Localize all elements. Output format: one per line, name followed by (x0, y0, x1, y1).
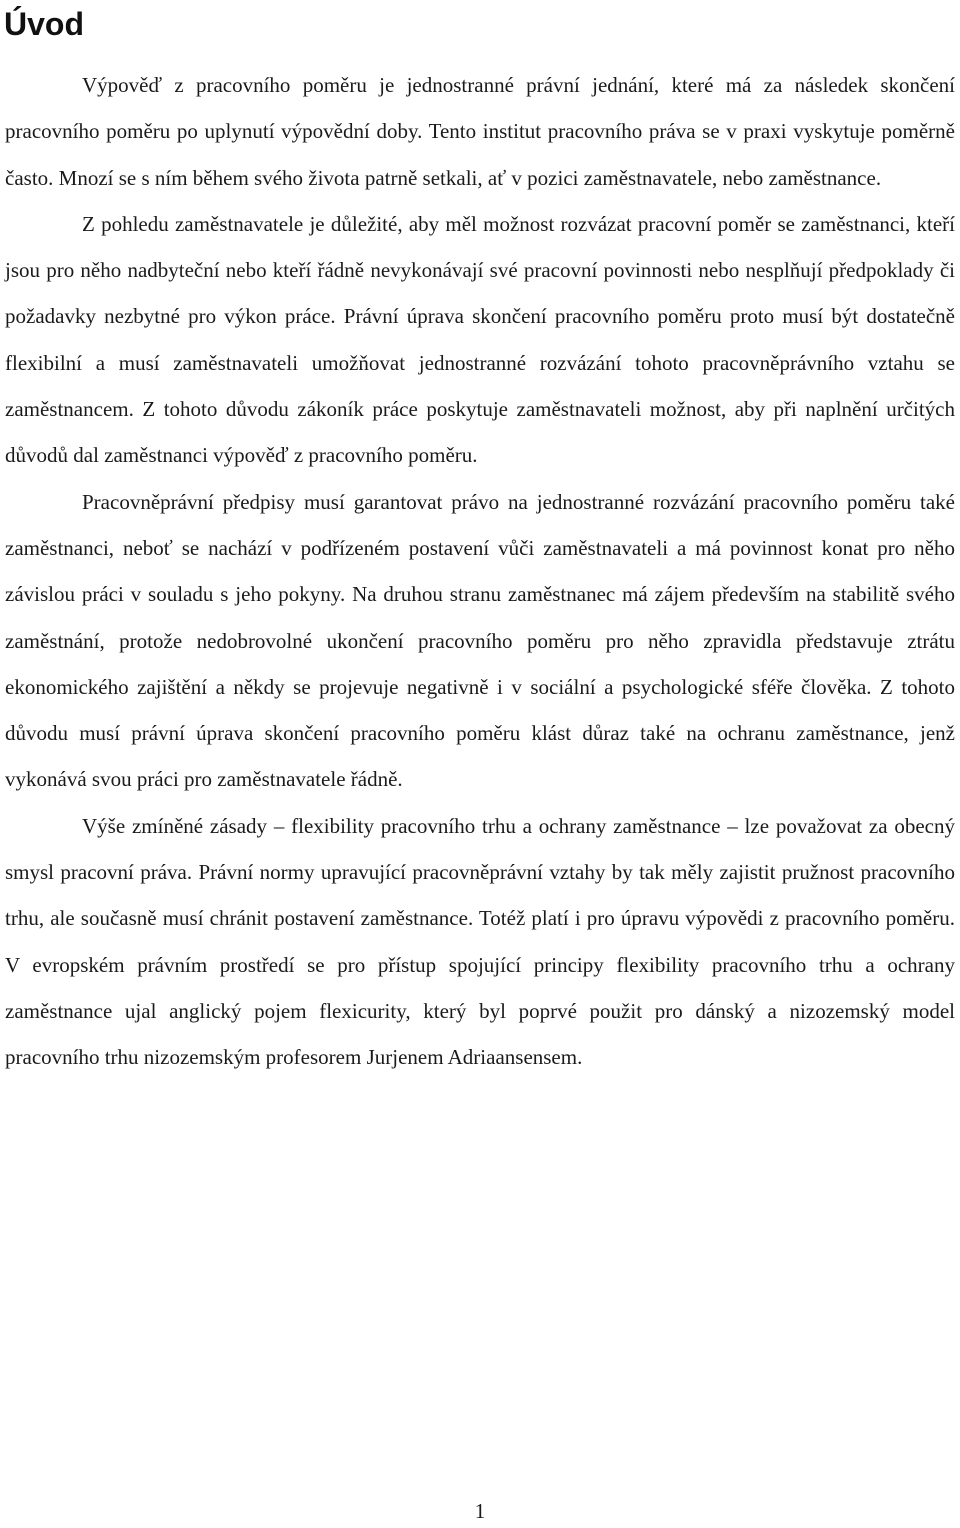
body-text (5, 62, 955, 1081)
paragraph-1: Výpověď z pracovního poměru je jednostranné právní jednání, které má za následek skončení pracovního poměru po uplynutí výpovědní doby. Tento institut pracovního práva se v praxi vyskytuje poměrně často. Mnozí se s ním během svého života patrně setkali, ať v pozici zaměstnavatele, nebo zaměstnance. (5, 73, 955, 190)
paragraph-3: Pracovněprávní předpisy musí garantovat právo na jednostranné rozvázání pracovního poměru také zaměstnanci, neboť se nachází v podřízeném postavení vůči zaměstnavateli a má povinnost konat pro něho závislou práci v souladu s jeho pokyny. Na druhou stranu zaměstnanec má zájem především na stabilitě svého zaměstnání, protože nedobrovolné ukončení pracovního poměru pro něho zpravidla představuje ztrátu ekonomického zajištění a někdy se projevuje negativně i v sociální a psychologické sféře člověka. Z tohoto důvodu musí právní úprava skončení pracovního poměru klást důraz také na ochranu zaměstnance, jenž vykonává svou práci pro zaměstnavatele řádně. (5, 489, 955, 792)
page-number: 1 (474, 1499, 486, 1523)
paragraph-2: Z pohledu zaměstnavatele je důležité, aby měl možnost rozvázat pracovní poměr se zaměstnanci, kteří jsou pro něho nadbyteční nebo kteří řádně nevykonávají své pracovní povinnosti nebo nesplňují předpoklady či požadavky nezbytné pro výkon práce. Právní úprava skončení pracovního poměru proto musí být dostatečně flexibilní a musí zaměstnavateli umožňovat jednostranné rozvázání tohoto pracovněprávního vztahu se zaměstnancem. Z tohoto důvodu zákoník práce poskytuje zaměstnavateli možnost, aby při naplnění určitých důvodů dal zaměstnanci výpověď z pracovního poměru. (5, 211, 955, 468)
paragraph-4: Výše zmíněné zásady – flexibility pracovního trhu a ochrany zaměstnance – lze považovat za obecný smysl pracovní práva. Právní normy upravující pracovněprávní vztahy by tak měly zajistit pružnost pracovního trhu, ale současně musí chránit postavení zaměstnance. Totéž platí i pro úpravu výpovědi z pracovního poměru. V evropském právním prostředí se pro přístup spojující principy flexibility pracovního trhu a ochrany zaměstnance ujal anglický pojem flexicurity, který byl poprvé použit pro dánský a nizozemský model pracovního trhu nizozemským profesorem Jurjenem Adriaansensem. (5, 813, 955, 1070)
section-heading: Úvod (4, 6, 84, 42)
